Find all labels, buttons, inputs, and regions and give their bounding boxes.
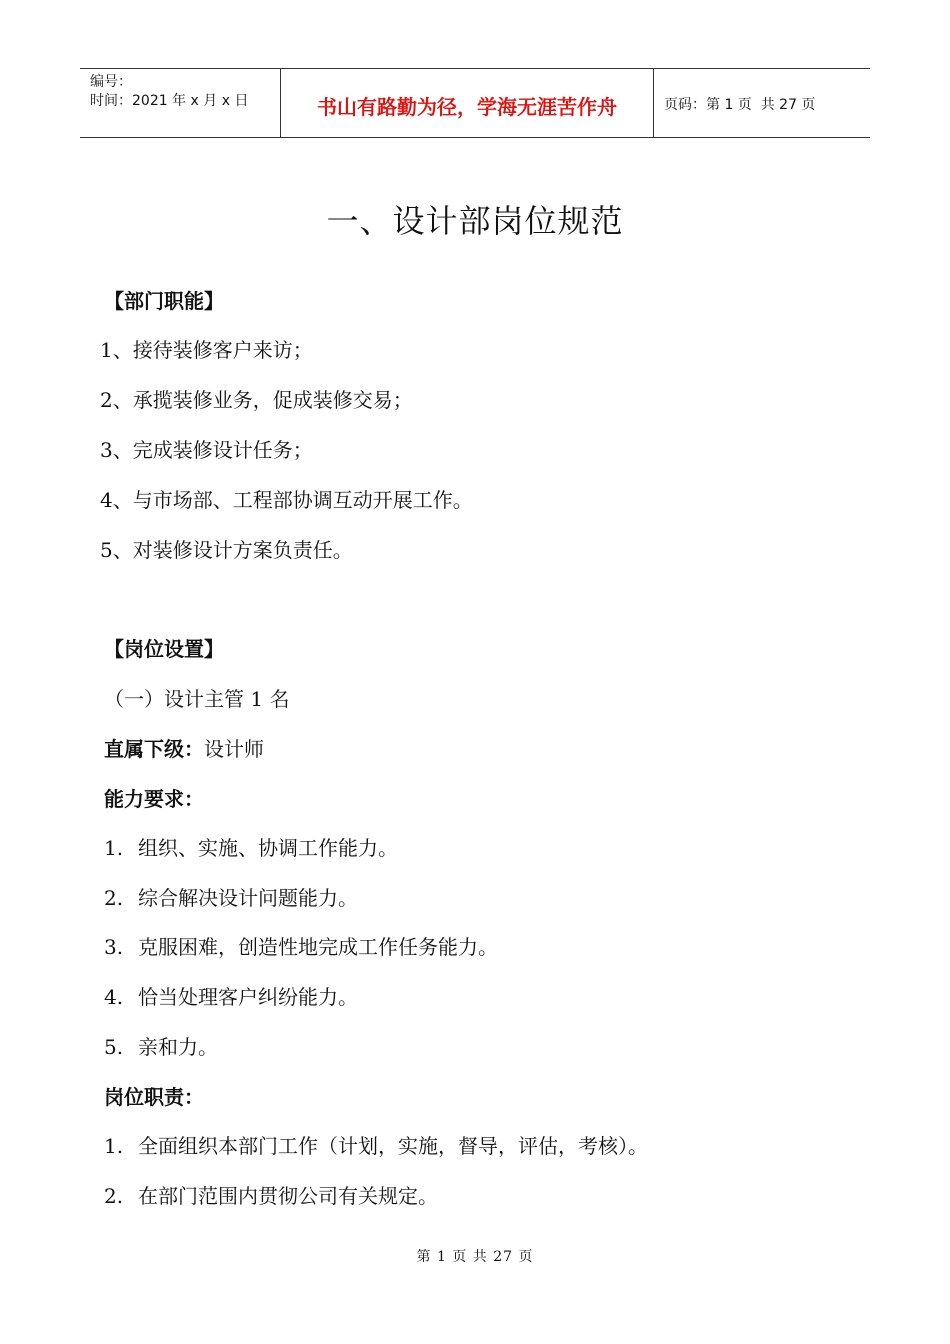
duty-item <box>104 1130 648 1159</box>
dept-function-item: 4、与市场部、工程部协调互动开展工作。 <box>100 488 473 512</box>
ability-item <box>104 981 358 1010</box>
ability-item <box>104 882 358 911</box>
ability-item-number: 5. <box>104 1035 124 1059</box>
duty-item-number: 2. <box>104 1184 124 1208</box>
duty-heading: 岗位职责： <box>104 1085 204 1109</box>
ability-item <box>104 931 498 960</box>
document-time-label: 时间：2021 年 x 月 x 日 <box>90 93 249 109</box>
header-page-info-cell <box>654 69 870 137</box>
ability-item-number: 2. <box>104 886 124 910</box>
ability-item-number: 3. <box>104 935 124 959</box>
position-title: （一）设计主管 1 名 <box>104 687 290 711</box>
duty-item-number: 1. <box>104 1134 124 1158</box>
ability-item-text: 克服困难，创造性地完成工作任务能力。 <box>138 935 498 959</box>
ability-item-text: 恰当处理客户纠纷能力。 <box>138 985 358 1009</box>
page-footer: 第 1 页 共 27 页 <box>416 1249 534 1265</box>
duty-item-text: 在部门范围内贯彻公司有关规定。 <box>138 1184 438 1208</box>
dept-function-item: 3、完成装修设计任务； <box>100 438 313 462</box>
section-heading-post-setup: 【岗位设置】 <box>104 637 224 661</box>
header-meta-cell <box>80 69 281 137</box>
duty-item-text: 全面组织本部门工作（计划，实施，督导，评估，考核）。 <box>138 1134 648 1158</box>
document-code-label: 编号： <box>90 74 132 90</box>
dept-function-item: 1、接待装修客户来访； <box>100 338 313 362</box>
page-title: 一、设计部岗位规范 <box>326 202 624 240</box>
subordinate-label: 直属下级： <box>104 737 204 761</box>
duty-item <box>104 1180 438 1209</box>
dept-function-item: 5、对装修设计方案负责任。 <box>100 538 353 562</box>
ability-item <box>104 1031 218 1060</box>
ability-item-number: 4. <box>104 985 124 1009</box>
ability-item-text: 综合解决设计问题能力。 <box>138 886 358 910</box>
dept-function-item: 2、承揽装修业务，促成装修交易； <box>100 388 413 412</box>
subordinate-row <box>104 733 264 762</box>
ability-item-text: 亲和力。 <box>138 1035 218 1059</box>
subordinate-value: 设计师 <box>204 737 264 761</box>
header-table <box>80 68 870 138</box>
ability-heading: 能力要求： <box>104 787 204 811</box>
section-heading-dept-function: 【部门职能】 <box>104 289 224 313</box>
header-page-info: 页码：第 1 页 共 27 页 <box>664 97 816 113</box>
ability-item-number: 1. <box>104 836 124 860</box>
ability-item-text: 组织、实施、协调工作能力。 <box>138 836 398 860</box>
header-motto: 书山有路勤为径，学海无涯苦作舟 <box>281 69 654 137</box>
ability-item <box>104 832 398 861</box>
